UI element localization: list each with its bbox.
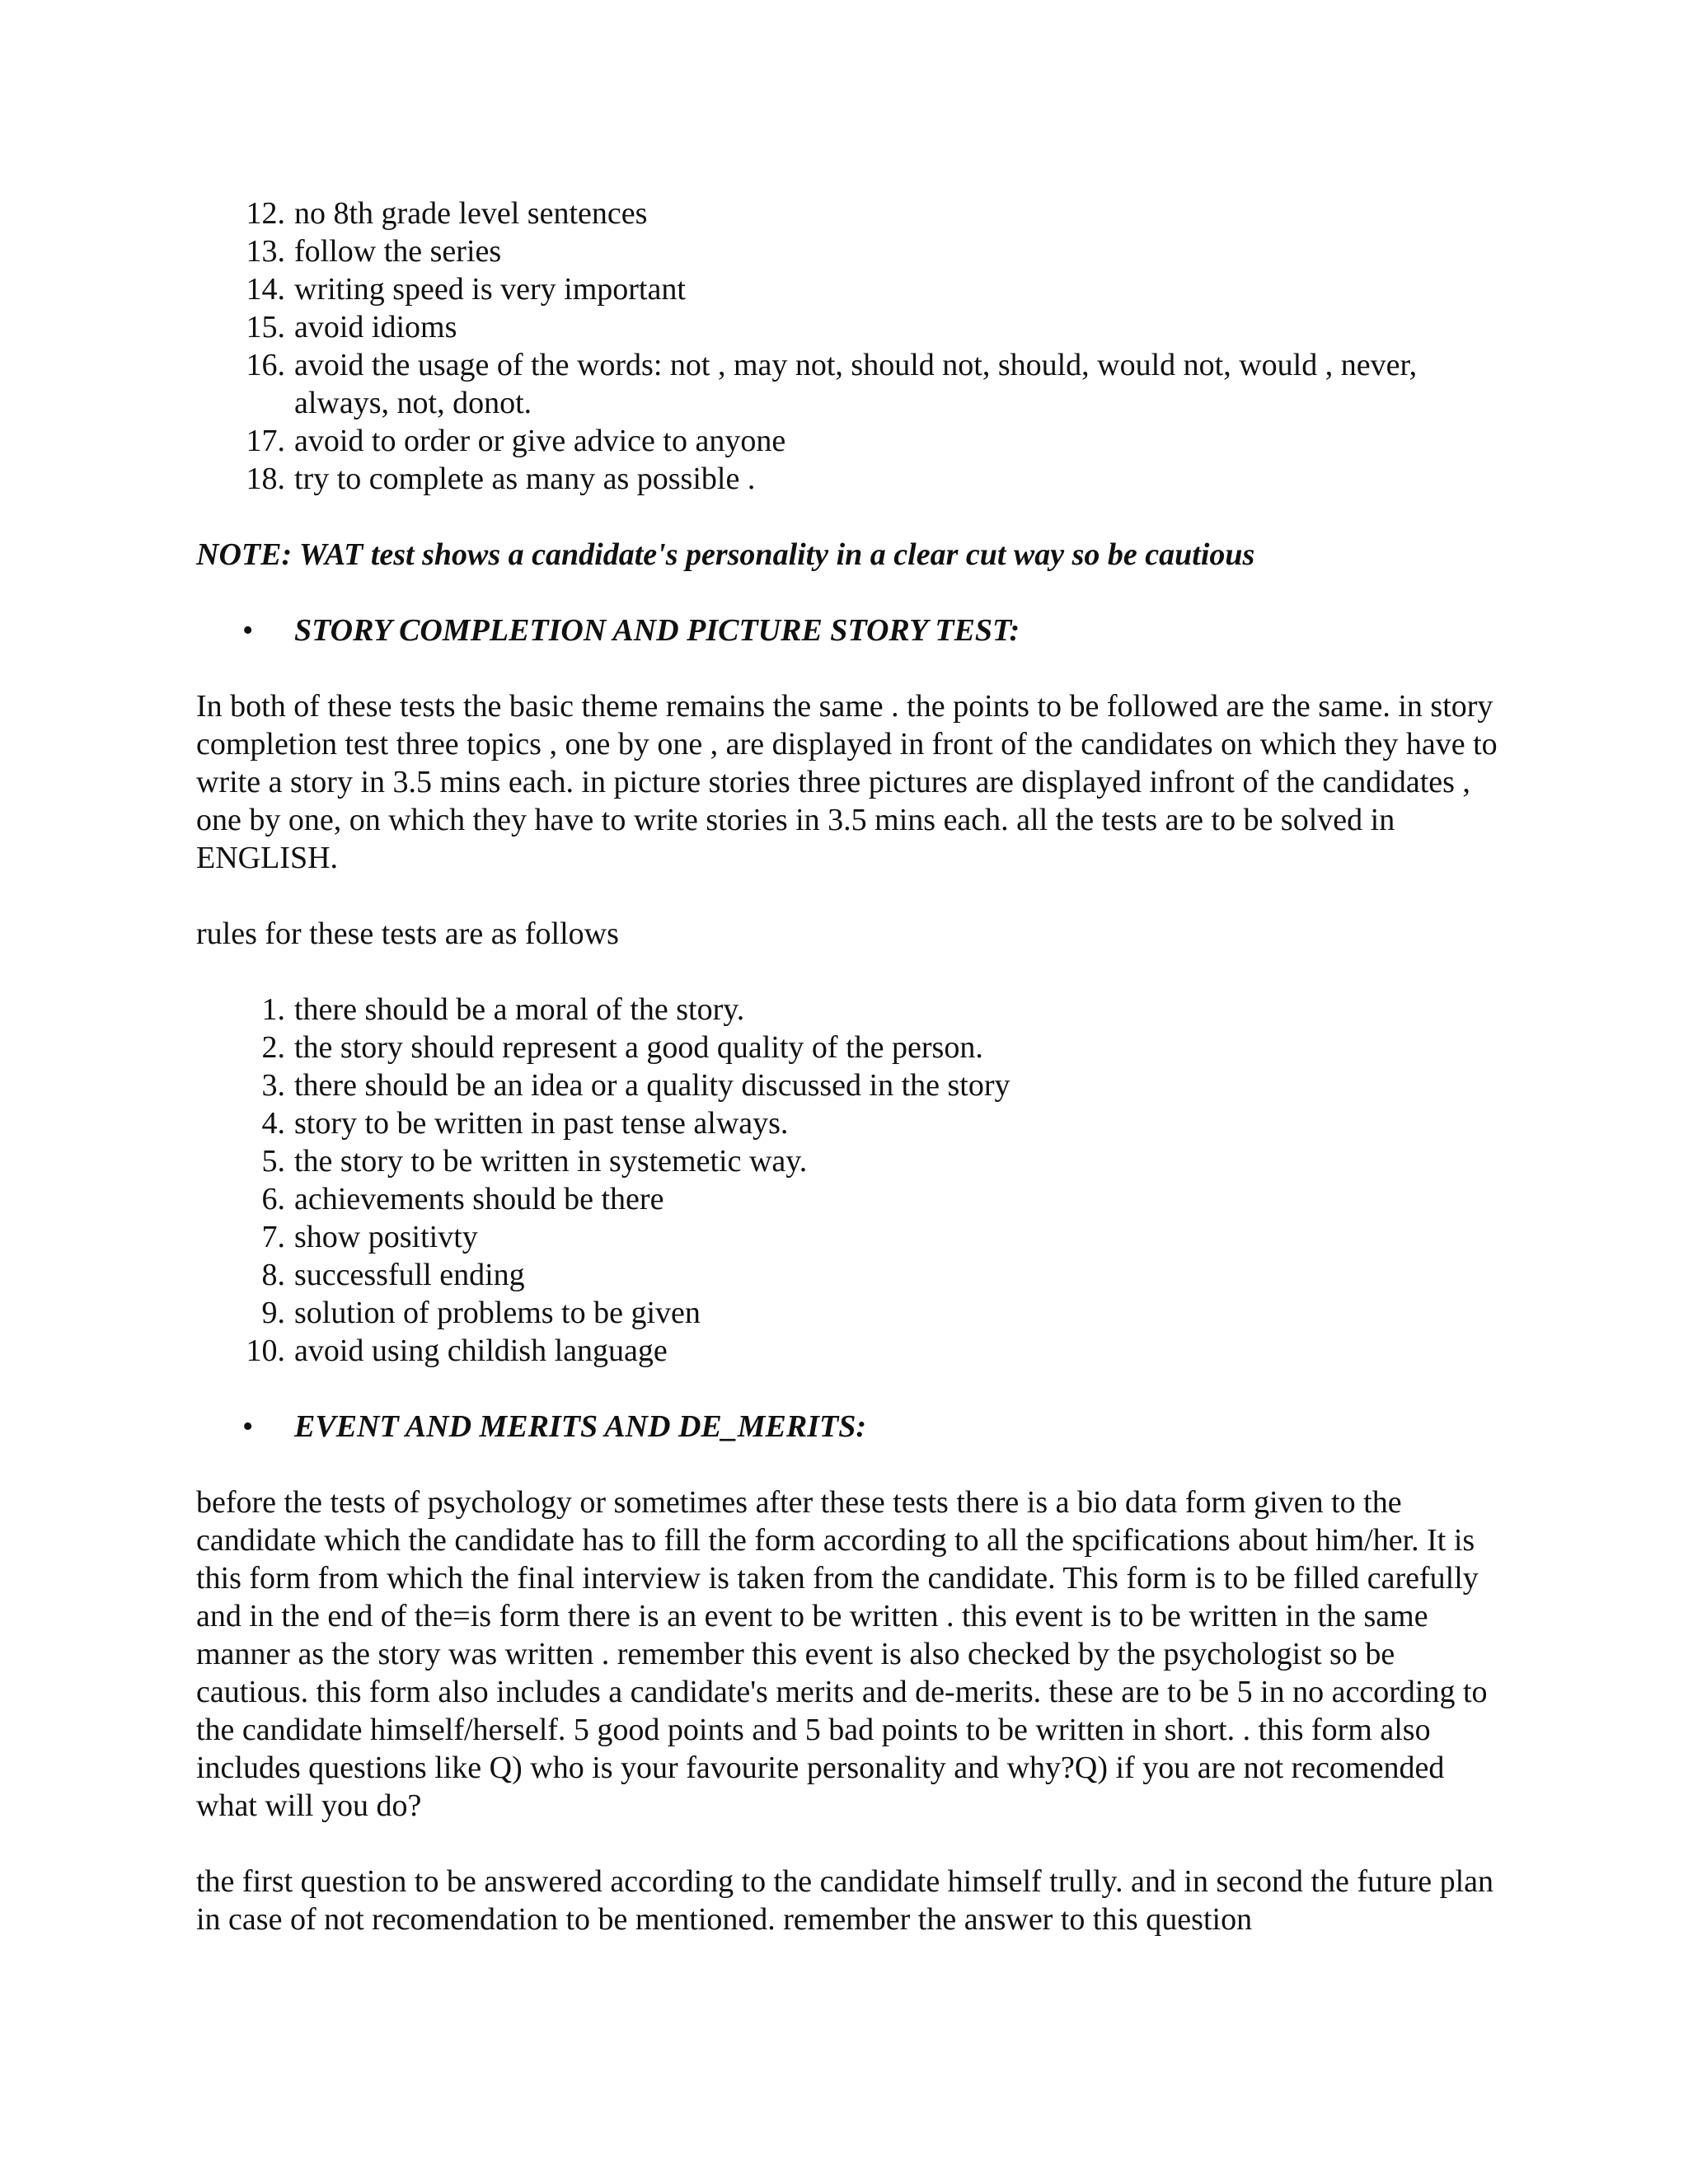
list-item: 13. follow the series (246, 234, 502, 269)
event-paragraph-2: the first question to be answered according to the candidate himself trully. and in second the future plan in case of not recomendation to be mentioned. remember the answer to this question (196, 1864, 1494, 1937)
document-page (196, 194, 1498, 1938)
list-item: 6. achievements should be there (261, 1182, 664, 1216)
wat-rules-list (196, 194, 1498, 498)
list-item: 7. show positivty (261, 1220, 478, 1254)
bullet-icon: • (242, 613, 254, 648)
list-item: 10. avoid using childish language (246, 1333, 668, 1368)
event-paragraph: before the tests of psychology or sometimes after these tests there is a bio data form given to the candidate which the candidate has to fill the form according to all the spcifications about him/her. It is this form from which the final interview is taken from the candidate. This form is to be filled carefully and in the end of the=is form there is an event to be written . this event is to be written in the same manner as the story was written . remember this event is also checked by the psychologist so be cautious. this form also includes a candidate's merits and de-merits. these are to be 5 in no according to the candidate himself/herself. 5 good points and 5 bad points to be written in short. . this form also includes questions like Q) who is your favourite personality and why?Q) if you are not recomended what will you do? (196, 1485, 1488, 1823)
list-item: 8. successfull ending (261, 1258, 525, 1292)
section-heading-event: • EVENT AND MERITS AND DE_MERITS: (242, 1409, 867, 1444)
rules-intro: rules for these tests are as follows (196, 916, 619, 951)
list-item: 4. story to be written in past tense always. (261, 1106, 789, 1141)
section-heading-story: • STORY COMPLETION AND PICTURE STORY TEST: (242, 613, 1020, 648)
list-item: 2. the story should represent a good quality of the person. (261, 1030, 983, 1065)
list-item: 16. avoid the usage of the words: not , may not, should not, should, would not, would , never, always, not, donot. (246, 348, 1418, 420)
list-item: 17. avoid to order or give advice to anyone (246, 424, 786, 458)
bullet-icon: • (242, 1409, 254, 1444)
list-item: 14. writing speed is very important (246, 272, 686, 307)
note-text: NOTE: WAT test shows a candidate's personality in a clear cut way so be cautious (196, 537, 1255, 572)
list-item: 1. there should be a moral of the story. (261, 992, 745, 1027)
list-item: 15. avoid idioms (246, 310, 457, 344)
list-item: 9. solution of problems to be given (261, 1296, 701, 1330)
list-item: 3. there should be an idea or a quality discussed in the story (261, 1068, 1010, 1103)
story-rules-list (196, 991, 1498, 1370)
list-item: 18. try to complete as many as possible . (246, 462, 756, 496)
list-item: 5. the story to be written in systemetic way. (261, 1144, 808, 1179)
list-item: 12. no 8th grade level sentences (246, 196, 648, 231)
story-paragraph: In both of these tests the basic theme remains the same . the points to be followed are the same. in story completion test three topics , one by one , are displayed in front of the candidates on which they have to write a story in 3.5 mins each. in picture stories three pictures are displayed infront of the candidates , one by one, on which they have to write stories in 3.5 mins each. all the tests are to be solved in ENGLISH. (196, 689, 1498, 875)
